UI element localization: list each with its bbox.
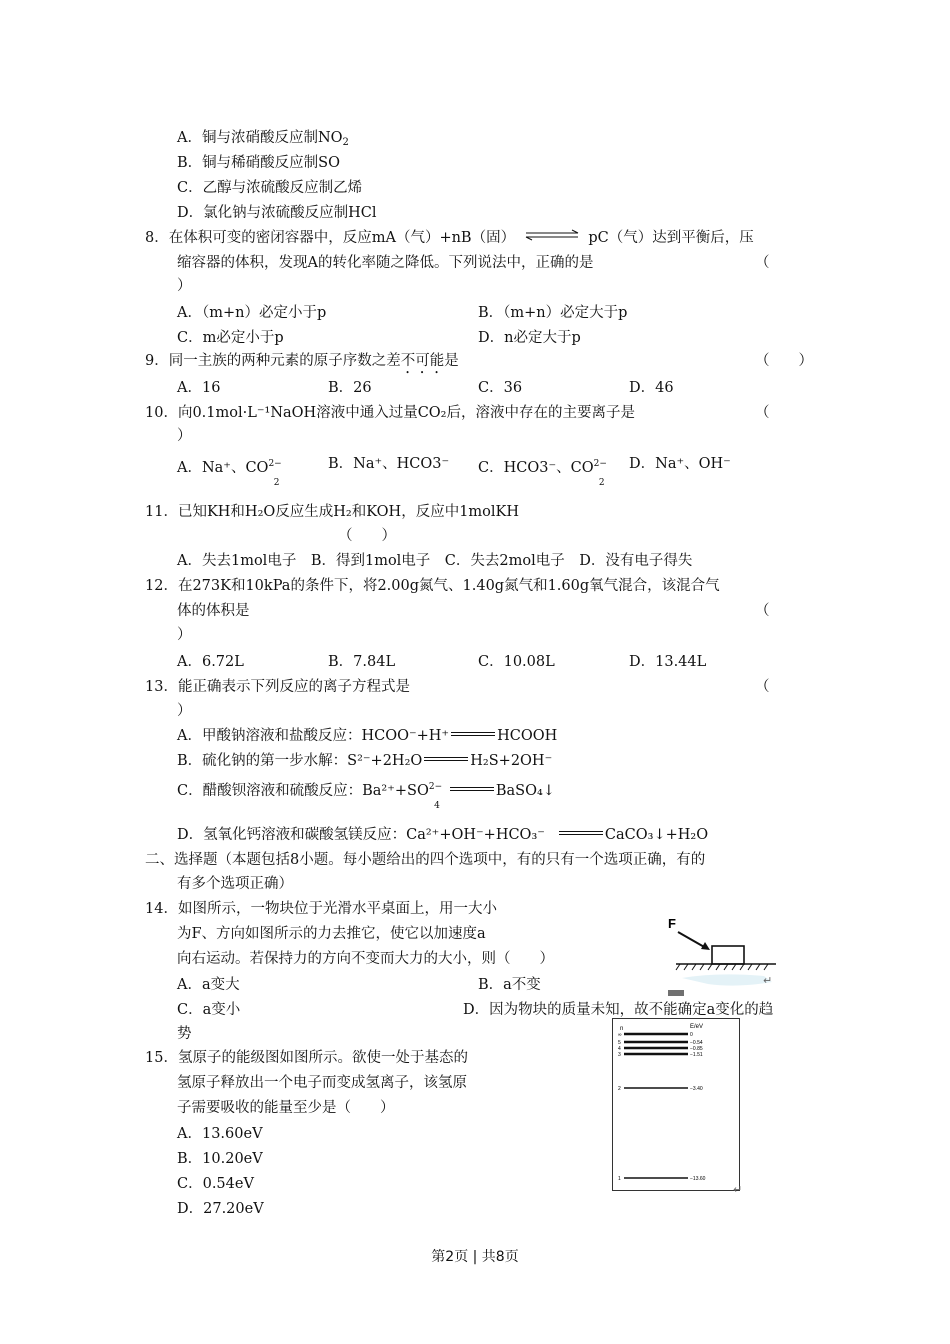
q10-option-b: B．Na⁺、HCO3⁻ (328, 456, 450, 472)
q11-options: A．失去1mol电子 B．得到1mol电子 C．失去2mol电子 D．没有电子得失 (177, 553, 693, 569)
energy-level-n: 3 (618, 1052, 621, 1058)
table-hatching (676, 964, 768, 970)
q10-answer-paren-close: ） (177, 428, 192, 444)
q14-option-b: B．a不变 (478, 977, 541, 993)
q8-option-a: A．（m+n）必定小于p (177, 305, 327, 321)
q12-option-d: D．13.44L (629, 654, 707, 670)
equals-sign-icon (559, 831, 603, 835)
q11-stem: 11．已知KH和H₂O反应生成H₂和KOH，反应中1molKH (145, 504, 520, 520)
return-mark: ↵ (763, 974, 773, 987)
block (712, 946, 744, 964)
q7-option-b: B．铜与稀硝酸反应制SO (177, 155, 340, 171)
q14-stem-line3: 向右运动。若保持力的方向不变而大力的大小，则（ ） (177, 951, 554, 967)
q15-stem-line1: 15．氢原子的能级图如图所示。欲使一处于基态的 (145, 1050, 468, 1066)
q9-option-c: C．36 (478, 380, 523, 396)
q9-option-a: A．16 (177, 380, 221, 396)
q9-answer-paren: （ ） (755, 353, 813, 369)
energy-level-value: 0 (690, 1032, 693, 1038)
q12-stem-line1: 12．在273K和10kPa的条件下，将2.00g氮气、1.40g氮气和1.60g氧气混合，该混合气 (145, 578, 720, 594)
q13-answer-paren-close: ） (177, 703, 192, 719)
q13-option-d: D．氢氧化钙溶液和碳酸氢镁反应：Ca²⁺+OH⁻+HCO₃⁻ CaCO₃↓+H₂O (177, 827, 709, 843)
hydrogen-energy-level-diagram (612, 1018, 740, 1192)
level-axis-energy-label: E/eV (690, 1024, 704, 1030)
energy-level-value: −0.54 (690, 1040, 703, 1046)
q15-option-d: D．27.20eV (177, 1201, 264, 1217)
energy-level-value: −0.85 (690, 1046, 703, 1052)
q9-option-d: D．46 (629, 380, 674, 396)
q8-stem-line2: 缩容器的体积，发现A的转化率随之降低。下列说法中，正确的是 (177, 255, 594, 271)
q7-option-a: A．铜与浓硝酸反应制$NO_2$ (177, 130, 349, 148)
q15-stem-line3: 子需要吸收的能量至少是（ ） (177, 1100, 395, 1116)
q10-answer-paren-open: （ (755, 405, 770, 421)
energy-level-n: 4 (618, 1046, 621, 1052)
q14-stem-line2: 为F、方向如图所示的力去推它，使它以加速度a (177, 926, 486, 942)
q9-option-b: B．26 (328, 380, 372, 396)
force-label: F (668, 916, 676, 931)
q13-stem: 13．能正确表示下列反应的离子方程式是 (145, 679, 410, 695)
q13-answer-paren-open: （ (755, 679, 770, 695)
reversible-arrow-icon (524, 229, 580, 241)
q12-option-c: C．10.08L (478, 654, 555, 670)
section2-header-line2: 有多个选项正确） (177, 876, 293, 892)
energy-level-n: 2 (618, 1086, 621, 1092)
q8-option-b: B．（m+n）必定大于p (478, 305, 628, 321)
q8-answer-paren-open: （ (755, 255, 770, 271)
q7-option-c: C．乙醇与浓硫酸反应制乙烯 (177, 180, 363, 196)
q12-option-a: A．6.72L (177, 654, 244, 670)
q8-option-d: D．n必定大于p (478, 330, 581, 346)
q13-option-c: C．醋酸钡溶液和硫酸反应：$Ba^{2+}+SO^{2-}_4BaSO_4↓$ (177, 782, 555, 811)
q10-option-c: C．HCO3⁻、$CO^{2-}_2$ (478, 459, 607, 488)
equals-sign-icon (450, 787, 494, 791)
q14-option-a: A．a变大 (177, 977, 240, 993)
q14-option-d-continuation: 势 (177, 1026, 192, 1042)
energy-level-value: −3.40 (690, 1086, 703, 1092)
energy-level-value: −13.60 (690, 1176, 706, 1182)
page-footer: 第2页 | 共8页 (431, 1249, 519, 1265)
force-arrow (678, 932, 706, 948)
q10-option-d: D．Na⁺、OH⁻ (629, 456, 731, 472)
q12-stem-line2: 体的体积是 (177, 603, 250, 619)
q10-stem: 10．向0.1mol·L⁻¹NaOH溶液中通入过量CO₂后，溶液中存在的主要离子是 (145, 405, 635, 421)
q14-option-c: C．a变小 (177, 1002, 241, 1018)
energy-level-value: −1.51 (690, 1052, 703, 1058)
q9-stem: 9．同一主族的两种元素的原子序数之差不可能是 (145, 353, 459, 369)
q11-answer-paren: （ ） (338, 528, 396, 544)
q14-stem-line1: 14．如图所示，一物块位于光滑水平桌面上，用一大小 (145, 901, 497, 917)
section2-header-line1: 二、选择题（本题包括8小题。每小题给出的四个选项中，有的只有一个选项正确，有的 (145, 852, 706, 868)
q12-answer-paren-open: （ (755, 603, 770, 619)
q13-option-b: B．硫化钠的第一步水解：S²⁻+2H₂O H₂S+2OH⁻ (177, 753, 553, 769)
q8-stem-line1: 8．在体积可变的密闭容器中，反应mA（气）+nB（固） pC（气）达到平衡后，压 (145, 230, 754, 246)
scan-artifact (682, 974, 772, 985)
q10-option-a: A．Na⁺、$CO^{2-}_2$ (177, 459, 282, 488)
return-mark: ↵ (733, 1183, 743, 1196)
q12-answer-paren-close: ） (177, 627, 192, 643)
equals-sign-icon (424, 757, 468, 761)
equals-sign-icon (451, 732, 495, 736)
level-axis-n-label: n (620, 1026, 624, 1032)
q15-stem-line2: 氢原子释放出一个电子而变成氢离子，该氢原 (177, 1075, 467, 1091)
q9-emphasis: 不可能 (400, 353, 445, 369)
energy-level-n: 1 (618, 1176, 621, 1182)
q8-answer-paren-close: ） (177, 278, 192, 294)
q15-option-b: B．10.20eV (177, 1151, 263, 1167)
energy-level-n: ∞ (618, 1032, 622, 1038)
q14-force-block-figure (668, 912, 780, 1004)
q12-option-b: B．7.84L (328, 654, 396, 670)
q13-option-a: A．甲酸钠溶液和盐酸反应：HCOO⁻+H⁺ HCOOH (177, 728, 558, 744)
q7-option-d: D．氯化钠与浓硫酸反应制HCl (177, 205, 377, 221)
q14-option-d: D．因为物块的质量未知，故不能确定a变化的趋 (463, 1002, 774, 1018)
q15-option-a: A．13.60eV (177, 1126, 263, 1142)
energy-level-n: 5 (618, 1040, 621, 1046)
q15-option-c: C．0.54eV (177, 1176, 254, 1192)
q8-option-c: C．m必定小于p (177, 330, 284, 346)
